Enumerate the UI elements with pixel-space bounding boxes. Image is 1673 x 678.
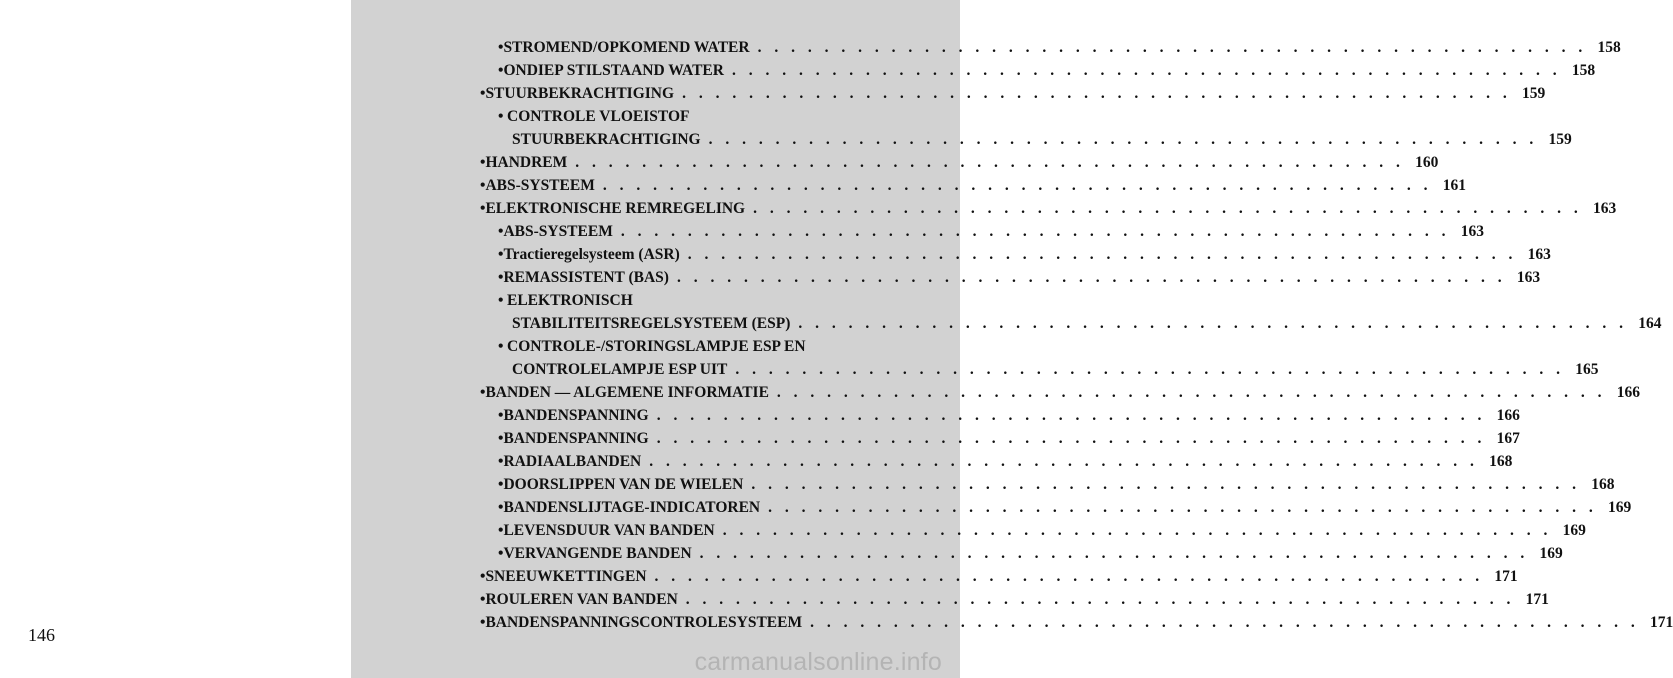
toc-entry-page: 159 — [1521, 85, 1546, 102]
toc-entry[interactable] — [480, 266, 1541, 289]
toc-entry-label: ABS-SYSTEEM — [485, 177, 595, 194]
toc-entry-page: 161 — [1442, 177, 1466, 194]
toc-entry[interactable] — [480, 473, 1615, 496]
toc-entry[interactable] — [480, 151, 1439, 174]
toc-entry-page: 163 — [1593, 200, 1617, 217]
leader-dots: . . . . . . . . . . . . . . . . . . . . . . . . . . . . . . . . . . . . . . . . . . . . . . . . . . — [685, 591, 1515, 608]
toc-entry[interactable] — [480, 335, 1599, 381]
toc-entry-page: 163 — [1527, 246, 1551, 263]
toc-entry-label: ONDIEP STILSTAAND WATER — [503, 62, 724, 79]
toc-entry-label: RADIAALBANDEN — [503, 453, 642, 470]
toc-entry[interactable] — [480, 519, 1586, 542]
toc-entry-label: BANDENSLIJTAGE-INDICATOREN — [503, 499, 761, 516]
toc-entry-label: STROMEND/OPKOMEND WATER — [503, 39, 750, 56]
toc-entry-label: DOORSLIPPEN VAN DE WIELEN — [503, 476, 744, 493]
toc-entry-label: ABS-SYSTEEM — [503, 223, 613, 240]
leader-dots: . . . . . . . . . . . . . . . . . . . . . . . . . . . . . . . . . . . . . . . . . . . . . . . . . . — [656, 430, 1486, 447]
toc-entry-page: 163 — [1516, 269, 1541, 286]
toc-entry[interactable] — [480, 36, 1621, 59]
toc-entry[interactable] — [480, 220, 1484, 243]
bullet-icon: • — [480, 85, 486, 102]
toc-entry-label: ELEKTRONISCH — [507, 292, 633, 309]
toc-entry-label: VERVANGENDE BANDEN — [503, 545, 692, 562]
leader-dots: . . . . . . . . . . . . . . . . . . . . . . . . . . . . . . . . . . . . . . . . . . . . . . . . . . — [699, 545, 1529, 562]
bullet-icon: • — [480, 200, 486, 217]
bullet-icon: • — [498, 545, 504, 562]
toc-entry-label: BANDENSPANNING — [503, 407, 649, 424]
toc-entry-label: STABILITEITSREGELSYSTEEM (ESP) — [512, 315, 791, 332]
toc-entry-page: 171 — [1649, 614, 1673, 631]
toc-entry-label: BANDENSPANNING — [503, 430, 649, 447]
leader-dots: . . . . . . . . . . . . . . . . . . . . . . . . . . . . . . . . . . . . . . . . . . . . . . . . . . — [776, 384, 1607, 401]
bullet-icon: • — [498, 338, 504, 355]
toc-entry[interactable] — [480, 496, 1632, 519]
bullet-icon: • — [498, 223, 504, 240]
toc-entry-label: CONTROLELAMPJE ESP UIT — [512, 361, 728, 378]
leader-dots: . . . . . . . . . . . . . . . . . . . . . . . . . . . . . . . . . . . . . . . . . . . . . . . . . . — [676, 269, 1507, 286]
bullet-icon: • — [480, 568, 486, 585]
leader-dots: . . . . . . . . . . . . . . . . . . . . . . . . . . . . . . . . . . . . . . . . . . . . . . . . . . — [602, 177, 1432, 194]
bullet-icon: • — [498, 269, 504, 286]
toc-entry-label: Tractieregelsysteem (ASR) — [503, 246, 680, 263]
toc-entry[interactable] — [480, 105, 1572, 151]
bullet-icon: • — [498, 292, 504, 309]
toc-entry-page: 166 — [1616, 384, 1641, 401]
bullet-icon: • — [498, 246, 504, 263]
bullet-icon: • — [480, 384, 486, 401]
toc-entry[interactable] — [480, 197, 1617, 220]
toc-entry-label: HANDREM — [485, 154, 568, 171]
leader-dots: . . . . . . . . . . . . . . . . . . . . . . . . . . . . . . . . . . . . . . . . . . . . . . . . . . — [753, 200, 1583, 217]
leader-dots: . . . . . . . . . . . . . . . . . . . . . . . . . . . . . . . . . . . . . . . . . . . . . . . . . . — [731, 62, 1562, 79]
toc-entry[interactable] — [480, 427, 1520, 450]
toc-entry[interactable] — [480, 542, 1563, 565]
bullet-icon: • — [498, 476, 504, 493]
leader-dots: . . . . . . . . . . . . . . . . . . . . . . . . . . . . . . . . . . . . . . . . . . . . . . . . . . — [751, 476, 1581, 493]
toc-entry-page: 169 — [1539, 545, 1563, 562]
page-number: 146 — [28, 625, 55, 645]
toc-entry-label: BANDENSPANNINGSCONTROLESYSTEEM — [485, 614, 803, 631]
leader-dots: . . . . . . . . . . . . . . . . . . . . . . . . . . . . . . . . . . . . . . . . . . . . . . . . . . — [768, 499, 1598, 516]
toc-entry-label: ELEKTRONISCHE REMREGELING — [485, 200, 746, 217]
toc-entry[interactable] — [480, 82, 1546, 105]
leader-dots: . . . . . . . . . . . . . . . . . . . . . . . . . . . . . . . . . . . . . . . . . . . . . . . . . . — [687, 246, 1517, 263]
leader-dots: . . . . . . . . . . . . . . . . . . . . . . . . . . . . . . . . . . . . . . . . . . . . . . . . . . — [722, 522, 1552, 539]
toc-entry-page: 166 — [1496, 407, 1520, 424]
toc-entry-page: 159 — [1548, 131, 1572, 148]
bullet-icon: • — [480, 177, 486, 194]
bullet-icon: • — [498, 499, 504, 516]
bullet-icon: • — [498, 522, 504, 539]
toc-entry[interactable] — [480, 174, 1466, 197]
table-of-contents — [480, 36, 1673, 634]
toc-entry[interactable] — [480, 404, 1520, 427]
bullet-icon: • — [498, 62, 504, 79]
bullet-icon: • — [498, 39, 504, 56]
toc-entry-page: 171 — [1494, 568, 1518, 585]
leader-dots: . . . . . . . . . . . . . . . . . . . . . . . . . . . . . . . . . . . . . . . . . . . . . . . . . . — [810, 614, 1640, 631]
toc-entry-page: 164 — [1638, 315, 1662, 332]
leader-dots: . . . . . . . . . . . . . . . . . . . . . . . . . . . . . . . . . . . . . . . . . . . . . . . . . . — [656, 407, 1486, 424]
leader-dots: . . . . . . . . . . . . . . . . . . . . . . . . . . . . . . . . . . . . . . . . . . . . . . . . . . — [798, 315, 1628, 332]
toc-entry-label: ROULEREN VAN BANDEN — [485, 591, 678, 608]
bullet-icon: • — [498, 108, 504, 125]
toc-entry-label: LEVENSDUUR VAN BANDEN — [503, 522, 715, 539]
toc-entry-page: 158 — [1597, 39, 1621, 56]
bullet-icon: • — [498, 453, 504, 470]
leader-dots: . . . . . . . . . . . . . . . . . . . . . . . . . . . . . . . . . . . . . . . . . . . . . . . . . . — [649, 453, 1479, 470]
bullet-icon: • — [498, 407, 504, 424]
toc-entry-page: 167 — [1496, 430, 1520, 447]
toc-entry-label: STUURBEKRACHTIGING — [512, 131, 701, 148]
toc-entry-label: SNEEUWKETTINGEN — [485, 568, 647, 585]
leader-dots: . . . . . . . . . . . . . . . . . . . . . . . . . . . . . . . . . . . . . . . . . . . . . . . . . . — [708, 131, 1538, 148]
toc-entry-page: 168 — [1489, 453, 1513, 470]
toc-entry-label: BANDEN — ALGEMENE INFORMATIE — [485, 384, 769, 401]
bullet-icon: • — [480, 614, 486, 631]
toc-entry[interactable] — [480, 565, 1518, 588]
toc-entry-page: 163 — [1460, 223, 1484, 240]
toc-entry-label: STUURBEKRACHTIGING — [485, 85, 675, 102]
toc-entry-page: 160 — [1415, 154, 1439, 171]
toc-entry-page: 171 — [1525, 591, 1549, 608]
toc-entry[interactable] — [480, 588, 1549, 611]
toc-entry[interactable] — [480, 243, 1551, 266]
toc-entry-page: 158 — [1571, 62, 1596, 79]
leader-dots: . . . . . . . . . . . . . . . . . . . . . . . . . . . . . . . . . . . . . . . . . . . . . . . . . . — [654, 568, 1484, 585]
leader-dots: . . . . . . . . . . . . . . . . . . . . . . . . . . . . . . . . . . . . . . . . . . . . . . . . . . — [757, 39, 1587, 56]
toc-entry[interactable] — [480, 450, 1513, 473]
toc-entry-label: REMASSISTENT (BAS) — [503, 269, 669, 286]
toc-entry-page: 168 — [1591, 476, 1615, 493]
leader-dots: . . . . . . . . . . . . . . . . . . . . . . . . . . . . . . . . . . . . . . . . . . . . . . . . . . — [735, 361, 1565, 378]
bullet-icon: • — [480, 591, 486, 608]
toc-entry-page: 169 — [1607, 499, 1632, 516]
watermark-text: carmanualsonline.info — [694, 648, 942, 676]
toc-entry[interactable] — [480, 611, 1673, 634]
toc-entry-label: CONTROLE-/STORINGSLAMPJE ESP EN — [507, 338, 806, 355]
leader-dots: . . . . . . . . . . . . . . . . . . . . . . . . . . . . . . . . . . . . . . . . . . . . . . . . . . — [575, 154, 1405, 171]
toc-entry-page: 165 — [1575, 361, 1599, 378]
toc-entry[interactable] — [480, 289, 1662, 335]
toc-entry-page: 169 — [1562, 522, 1586, 539]
bullet-icon: • — [498, 430, 504, 447]
toc-entry[interactable] — [480, 381, 1641, 404]
leader-dots: . . . . . . . . . . . . . . . . . . . . . . . . . . . . . . . . . . . . . . . . . . . . . . . . . . — [620, 223, 1450, 240]
leader-dots: . . . . . . . . . . . . . . . . . . . . . . . . . . . . . . . . . . . . . . . . . . . . . . . . . . — [682, 85, 1512, 102]
toc-entry-label: CONTROLE VLOEISTOF — [507, 108, 690, 125]
toc-entry[interactable] — [480, 59, 1596, 82]
bullet-icon: • — [480, 154, 486, 171]
